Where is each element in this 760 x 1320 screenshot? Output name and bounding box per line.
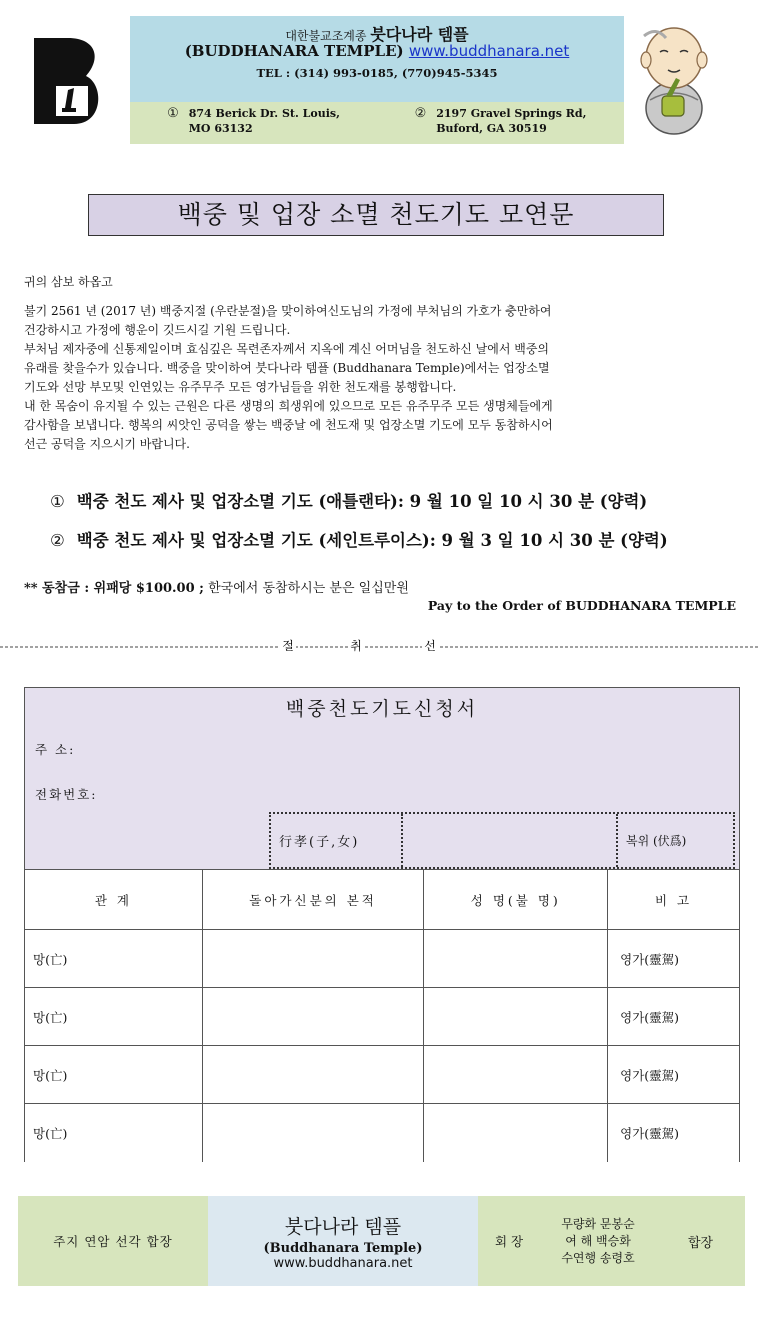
cut-line — [0, 638, 760, 652]
table-row — [25, 1046, 740, 1104]
address-label: 주 소: — [35, 742, 76, 757]
name-cell[interactable] — [424, 930, 608, 988]
footer-temple-en: (Buddhanara Temple) — [263, 1240, 423, 1256]
filial-row — [269, 812, 735, 869]
table-header-row — [25, 870, 740, 930]
cut-line-char: 절 — [282, 639, 294, 652]
greeting: 귀의 삼보 하옵고 — [24, 275, 113, 289]
abbot-signature: 주지 연암 선각 합장 — [18, 1196, 208, 1286]
president-label: 회 장 — [478, 1196, 540, 1286]
origin-cell[interactable] — [202, 1104, 424, 1162]
paragraph-line: 내 한 목숨이 유지될 수 있는 근원은 다른 생명의 희생위에 있으므로 모든 유주무주 모든 생명체들에게 — [24, 399, 553, 413]
participation-fee: ** 동참금 : 위패당 $100.00 ; 한국에서 동참하시는 분은 일십만원 — [24, 581, 409, 596]
paragraph-line: 건강하시고 가정에 행운이 깃드시길 기원 드립니다. — [24, 323, 291, 337]
origin-cell[interactable] — [202, 988, 424, 1046]
deceased-table — [24, 869, 740, 1162]
president-name: 여 해 백승화 — [565, 1233, 631, 1248]
note-cell: 영가(靈駕) — [608, 930, 740, 988]
address-buford: ② 2197 Gravel Springs Rd, Buford, GA 30519 — [414, 106, 587, 135]
footer-url[interactable]: www.buddhanara.net — [273, 1255, 413, 1271]
letter-body — [24, 302, 740, 454]
order-name: 대한불교조계종 — [285, 29, 367, 43]
table-row — [25, 988, 740, 1046]
note-cell: 영가(靈駕) — [608, 988, 740, 1046]
form-title: 백중천도기도신청서 — [285, 698, 479, 720]
temple-header-banner — [130, 16, 624, 102]
origin-cell[interactable] — [202, 930, 424, 988]
paragraph-line: 부처님 제자중에 신통제일이며 효심깊은 목련존자께서 지옥에 계신 어머님을 천도하신 날에서 백중의 — [24, 342, 550, 356]
relation-cell[interactable]: 망(亡) — [25, 988, 203, 1046]
origin-cell[interactable] — [202, 1046, 424, 1104]
temple-phone: TEL : (314) 993-0185, (770)945-5345 — [256, 66, 498, 80]
column-header: 돌아가신분의 본적 — [202, 870, 424, 930]
phone-label: 전화번호: — [35, 787, 98, 802]
table-row — [25, 1104, 740, 1162]
paragraph-line: 유래를 찾을수가 있습니다. 백중을 맞이하여 붓다나라 템플 (Buddhanara Temple)에서는 업장소멸 — [24, 361, 550, 375]
temple-url-link[interactable]: www.buddhanara.net — [408, 42, 570, 60]
cut-line-char: 선 — [424, 639, 436, 652]
name-cell[interactable] — [424, 988, 608, 1046]
column-header: 비 고 — [608, 870, 740, 930]
monk-illustration — [636, 16, 712, 136]
cut-line-char: 취 — [350, 639, 362, 652]
column-header: 성 명(불 명) — [424, 870, 608, 930]
name-cell[interactable] — [424, 1046, 608, 1104]
paragraph-line: 기도와 선망 부모및 인연있는 유주무주 모든 영가님들을 위한 천도재를 봉행합니다. — [24, 380, 457, 394]
temple-name-kr: 붓다나라 템플 — [370, 25, 469, 44]
president-names — [540, 1196, 656, 1286]
footer-signature — [18, 1196, 745, 1286]
address-bar — [130, 102, 624, 144]
footer-temple-kr: 붓다나라 템플 — [284, 1215, 402, 1238]
application-form-header — [24, 687, 740, 869]
name-cell[interactable] — [424, 1104, 608, 1162]
footer-temple — [208, 1196, 478, 1286]
closing-hapjang: 합장 — [656, 1196, 745, 1286]
pay-to-order: Pay to the Order of BUDDHANARA TEMPLE — [427, 598, 736, 613]
temple-name-en: (BUDDHANARA TEMPLE) — [184, 42, 404, 60]
note-cell: 영가(靈駕) — [608, 1104, 740, 1162]
note-cell: 영가(靈駕) — [608, 1046, 740, 1104]
paragraph-line: 선근 공덕을 지으시기 바랍니다. — [24, 437, 190, 451]
column-header: 관 계 — [25, 870, 203, 930]
relation-cell[interactable]: 망(亡) — [25, 1046, 203, 1104]
document-title: 백중 및 업장 소멸 천도기도 모연문 — [88, 194, 664, 236]
relation-cell[interactable]: 망(亡) — [25, 1104, 203, 1162]
paragraph-line: 감사함을 보냅니다. 행복의 씨앗인 공덕을 쌓는 백중날 에 천도재 및 업장소멸 기도에 모두 동참하시어 — [24, 418, 553, 432]
filial-name-field[interactable] — [403, 814, 618, 867]
filial-label: 行孝(子,女) — [271, 814, 403, 867]
paragraph-line: 불기 2561 년 (2017 년) 백중지절 (우란분절)을 맞이하여신도님의 가정에 부처님의 가호가 충만하여 — [24, 304, 552, 318]
president-name: 수연행 송령호 — [561, 1250, 635, 1265]
temple-logo — [34, 38, 104, 124]
blessing-label: 복위 (伏爲) — [626, 834, 687, 848]
service-atlanta: ① 백중 천도 제사 및 업장소멸 기도 (애틀랜타): 9 월 10 일 10 시 30 분 (양력) — [50, 492, 648, 511]
table-row — [25, 930, 740, 988]
service-stlouis: ② 백중 천도 제사 및 업장소멸 기도 (세인트루이스): 9 월 3 일 10 시 30 분 (양력) — [50, 531, 668, 550]
president-name: 무량화 문봉순 — [561, 1216, 635, 1231]
relation-cell[interactable]: 망(亡) — [25, 930, 203, 988]
address-stlouis: ① 874 Berick Dr. St. Louis, MO 63132 — [167, 106, 340, 135]
